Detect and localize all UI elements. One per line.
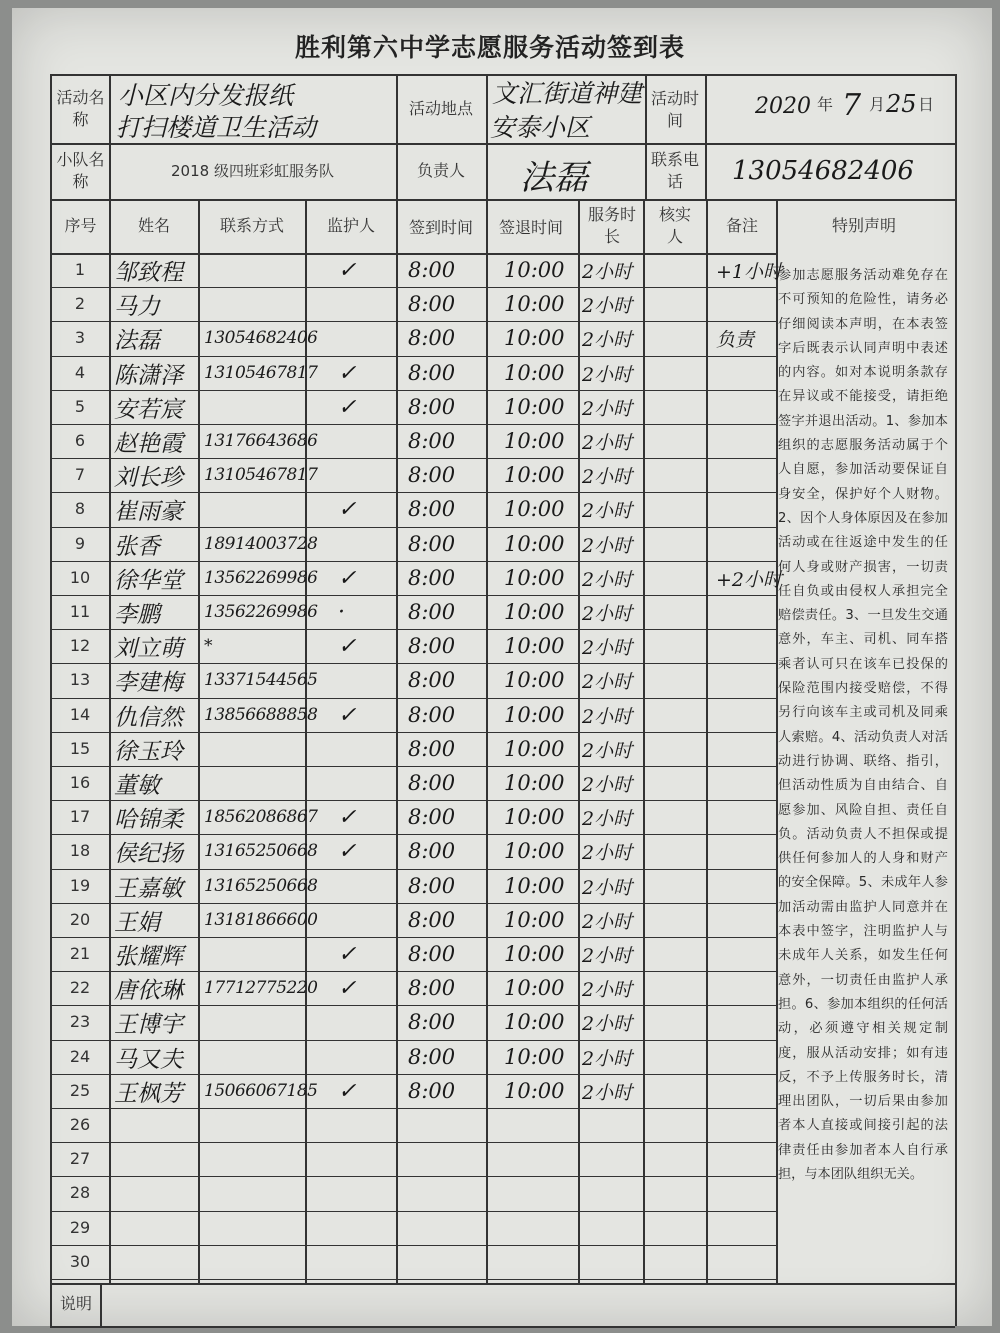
row-name: 王嘉敏 [114, 875, 183, 902]
row-duration: 2小时 [582, 1047, 633, 1070]
row-duration: 2小时 [582, 944, 633, 967]
row-guardian-check [338, 1040, 378, 1074]
row-sign-in: 8:00 [408, 737, 456, 761]
row-duration: 2小时 [582, 1012, 633, 1035]
row-name: 马又夫 [114, 1046, 183, 1073]
label-activity-place: 活动地点 [408, 99, 473, 118]
row-number: 16 [69, 773, 91, 792]
row-number: 26 [69, 1115, 91, 1134]
row-sign-in: 8:00 [408, 805, 456, 829]
row-guardian-check: ✓ [338, 941, 357, 967]
activity-name-line1: 小区内分发报纸 [118, 81, 294, 110]
row-remarks [716, 1005, 780, 1039]
row-sign-in: 8:00 [408, 395, 456, 419]
row-contact: 13181866600 [204, 910, 318, 930]
row-name [114, 1245, 198, 1279]
row-contact [204, 1108, 316, 1142]
date-day: 25 [886, 90, 917, 118]
row-name: 李建梅 [114, 669, 183, 696]
row-sign-in: 8:00 [408, 600, 456, 624]
row-name: 王博宇 [114, 1011, 183, 1038]
row-sign-out [504, 1142, 578, 1176]
row-contact: 17712775220 [204, 978, 318, 998]
row-remarks [716, 698, 780, 732]
row-sign-out: 10:00 [504, 497, 565, 521]
row-number: 6 [74, 431, 86, 450]
row-name: 张香 [114, 533, 160, 560]
row-guardian-check [338, 1245, 378, 1279]
row-guardian-check [338, 766, 378, 800]
row-remarks: 负责 [716, 328, 755, 351]
row-sign-in: 8:00 [408, 908, 456, 932]
row-guardian-check [338, 527, 378, 561]
row-number: 29 [69, 1218, 91, 1237]
row-name: 哈锦柔 [114, 806, 183, 833]
row-number: 20 [69, 910, 91, 929]
row-sign-out [504, 1108, 578, 1142]
row-duration: 2小时 [582, 1081, 633, 1104]
row-contact [204, 766, 316, 800]
row-contact [204, 492, 316, 526]
row-contact [204, 1176, 316, 1210]
row-duration: 2小时 [582, 328, 633, 351]
row-contact: 18914003728 [204, 534, 318, 554]
row-guardian-check [338, 321, 378, 355]
row-remarks [716, 834, 780, 868]
row-name: 安若宸 [114, 396, 183, 423]
row-number: 13 [69, 670, 91, 689]
row-number: 19 [69, 876, 91, 895]
row-contact: 13165250668 [204, 841, 318, 861]
row-guardian-check: ✓ [338, 360, 357, 386]
row-guardian-check: · [338, 599, 345, 625]
row-number: 3 [74, 328, 86, 347]
row-sign-in: 8:00 [408, 292, 456, 316]
row-sign-in: 8:00 [408, 771, 456, 795]
row-guardian-check [338, 1176, 378, 1210]
row-name [114, 1142, 198, 1176]
row-number: 4 [74, 363, 86, 382]
row-number: 17 [69, 807, 91, 826]
row-duration: 2小时 [582, 910, 633, 933]
row-duration: 2小时 [582, 568, 633, 591]
row-contact: 13371544565 [204, 670, 318, 690]
row-sign-in: 8:00 [408, 1079, 456, 1103]
label-activity-name: 活动名称 [56, 88, 105, 129]
row-duration: 2小时 [582, 465, 633, 488]
row-contact: 15066067185 [204, 1081, 318, 1101]
row-guardian-check: ✓ [338, 975, 357, 1001]
row-number: 1 [74, 260, 86, 279]
row-contact [204, 287, 316, 321]
row-sign-in: 8:00 [408, 566, 456, 590]
row-number: 10 [69, 568, 91, 587]
row-contact [204, 937, 316, 971]
row-sign-in [408, 1211, 486, 1245]
row-guardian-check [338, 458, 378, 492]
row-remarks [716, 629, 780, 663]
row-sign-out: 10:00 [504, 258, 565, 282]
row-sign-out [504, 1211, 578, 1245]
col-header-no: 序号 [64, 216, 97, 235]
label-person-in-charge: 负责人 [416, 161, 465, 180]
row-remarks [716, 424, 780, 458]
row-name: 侯纪扬 [114, 840, 183, 867]
row-name: 张耀辉 [114, 943, 183, 970]
row-name: 王枫芳 [114, 1080, 183, 1107]
row-number: 7 [74, 465, 86, 484]
row-remarks [716, 869, 780, 903]
row-sign-out: 10:00 [504, 292, 565, 316]
row-sign-in: 8:00 [408, 1045, 456, 1069]
row-name: 王娟 [114, 909, 160, 936]
special-declaration-text: 参加志愿服务活动难免存在不可预知的危险性，请务必仔细阅读本声明，在本表签字后既表示认同声明中表述的内容。如对本说明条款存在异议或不能接受，请拒绝签字并退出活动。1、参加本组织的志愿服务活动属于个人自愿，参加活动要保证自身安全，保护好个人财物。2、因个人身体原因及在参加活动或在往返途中发生的任何人身或财产损害，一切责任自负或由侵权人承担完全赔偿责任。3、一旦发生交通意外，车主、司机、同车搭乘者认可只在该车已投保的保险范围内接受赔偿，不得另行向该车主或司机及同乘人索赔。4、活动负责人对活动进行协调、联络、指引，但活动性质为自由结合、自愿参加、风险自担、责任自负。活动负责人不担保或提供任何参加人的人身和财产的安全保障。5、未成年人参加活动需由监护人同意并在本表中签字，注明监护人与未成年人关系，如发生任何意外，一切责任由监护人承担。6、参加本组织的任何活动，必须遵守相关规定制度，服从活动安排；如有违反，不予上传服务时长，清理出团队，一切后果由参加者本人直接或间接引起的法律责任由参加者本人自行承担，与本团队组织无关。 [778, 268, 948, 1182]
row-sign-out: 10:00 [504, 976, 565, 1000]
row-duration: 2小时 [582, 807, 633, 830]
row-remarks [716, 287, 780, 321]
activity-name-line2: 打扫楼道卫生活动 [116, 113, 317, 142]
col-header-remarks: 备注 [725, 216, 758, 235]
row-duration: 2小时 [582, 876, 633, 899]
row-contact: 13562269986 [204, 568, 318, 588]
row-name: 崔雨豪 [114, 498, 183, 525]
row-number: 12 [69, 636, 91, 655]
row-duration: 2小时 [582, 431, 633, 454]
row-duration [582, 1142, 644, 1176]
row-duration: 2小时 [582, 294, 633, 317]
row-duration: 2小时 [582, 739, 633, 762]
row-guardian-check [338, 869, 378, 903]
row-sign-in: 8:00 [408, 532, 456, 556]
row-duration [582, 1245, 644, 1279]
row-guardian-check: ✓ [338, 702, 357, 728]
row-guardian-check [338, 663, 378, 697]
row-duration: 2小时 [582, 499, 633, 522]
row-number: 15 [69, 739, 91, 758]
row-duration: 2小时 [582, 363, 633, 386]
col-header-sign-in: 签到时间 [408, 218, 473, 237]
row-remarks [716, 1142, 780, 1176]
row-sign-in: 8:00 [408, 839, 456, 863]
row-guardian-check: ✓ [338, 838, 357, 864]
row-name: 陈潇泽 [114, 362, 183, 389]
row-remarks [716, 971, 780, 1005]
row-sign-out: 10:00 [504, 737, 565, 761]
row-remarks [716, 732, 780, 766]
row-remarks [716, 1108, 780, 1142]
row-contact: 18562086867 [204, 807, 318, 827]
row-remarks [716, 903, 780, 937]
row-contact [204, 1211, 316, 1245]
row-number: 18 [69, 841, 91, 860]
row-sign-out: 10:00 [504, 634, 565, 658]
row-sign-in: 8:00 [408, 668, 456, 692]
row-sign-out: 10:00 [504, 668, 565, 692]
date-year-unit: 年 [816, 95, 833, 114]
row-duration: 2小时 [582, 773, 633, 796]
activity-place-line1: 文汇街道神建 [492, 79, 643, 108]
row-remarks [716, 937, 780, 971]
row-duration: 2小时 [582, 705, 633, 728]
row-sign-out: 10:00 [504, 463, 565, 487]
row-sign-out: 10:00 [504, 839, 565, 863]
row-guardian-check: ✓ [338, 1078, 357, 1104]
row-guardian-check [338, 1108, 378, 1142]
row-duration: 2小时 [582, 978, 633, 1001]
row-duration: 2小时 [582, 534, 633, 557]
row-number: 28 [69, 1183, 91, 1202]
row-number: 21 [69, 944, 91, 963]
row-name: 邹致程 [114, 259, 183, 286]
row-remarks [716, 527, 780, 561]
row-sign-in: 8:00 [408, 463, 456, 487]
row-sign-out [504, 1176, 578, 1210]
row-name: 徐玉玲 [114, 738, 183, 765]
row-sign-in [408, 1176, 486, 1210]
row-number: 14 [69, 705, 91, 724]
col-header-contact: 联系方式 [219, 216, 284, 235]
row-remarks [716, 356, 780, 390]
row-duration: 2小时 [582, 841, 633, 864]
row-guardian-check: ✓ [338, 496, 357, 522]
row-remarks [716, 800, 780, 834]
row-sign-out: 10:00 [504, 771, 565, 795]
row-name: 法磊 [114, 327, 160, 354]
row-guardian-check [338, 903, 378, 937]
row-sign-in: 8:00 [408, 976, 456, 1000]
row-contact [204, 1005, 316, 1039]
row-duration: 2小时 [582, 636, 633, 659]
row-number: 11 [69, 602, 91, 621]
row-duration [582, 1176, 644, 1210]
row-name [114, 1176, 198, 1210]
row-name: 赵艳霞 [114, 430, 183, 457]
row-sign-in [408, 1142, 486, 1176]
row-sign-out: 10:00 [504, 908, 565, 932]
row-remarks [716, 492, 780, 526]
row-remarks [716, 595, 780, 629]
row-remarks [716, 1040, 780, 1074]
row-name: 李鹏 [114, 601, 160, 628]
activity-place-line2: 安泰小区 [490, 113, 591, 142]
row-sign-out: 10:00 [504, 326, 565, 350]
row-contact: 13105467817 [204, 363, 318, 383]
row-name: 刘立萌 [114, 635, 183, 662]
row-sign-in: 8:00 [408, 634, 456, 658]
row-contact: * [204, 636, 212, 656]
row-guardian-check [338, 424, 378, 458]
label-activity-time: 活动时间 [650, 89, 699, 130]
row-contact [204, 253, 316, 287]
row-sign-in [408, 1245, 486, 1279]
date-month-unit: 月 [868, 95, 885, 114]
row-guardian-check: ✓ [338, 565, 357, 591]
row-guardian-check: ✓ [338, 257, 357, 283]
row-contact: 13562269986 [204, 602, 318, 622]
row-remarks: +2小时 [716, 568, 783, 591]
row-sign-out: 10:00 [504, 429, 565, 453]
row-name: 仇信然 [114, 704, 183, 731]
row-guardian-check: ✓ [338, 394, 357, 420]
row-remarks [716, 1074, 780, 1108]
col-header-declaration: 特别声明 [831, 216, 896, 235]
row-name: 唐依琳 [114, 977, 183, 1004]
row-guardian-check [338, 287, 378, 321]
row-guardian-check [338, 732, 378, 766]
row-duration: 2小时 [582, 602, 633, 625]
date-day-unit: 日 [917, 95, 934, 114]
row-sign-out: 10:00 [504, 1010, 565, 1034]
row-sign-out: 10:00 [504, 1045, 565, 1069]
date-month: 7 [842, 88, 862, 123]
col-header-sign-out: 签退时间 [498, 218, 563, 237]
row-remarks [716, 390, 780, 424]
row-number: 9 [74, 534, 86, 553]
row-duration: 2小时 [582, 260, 633, 283]
row-contact: 13165250668 [204, 876, 318, 896]
row-guardian-check [338, 1211, 378, 1245]
date-year: 2020 [755, 94, 811, 119]
form-title: 胜利第六中学志愿服务活动签到表 [294, 33, 685, 62]
row-number: 22 [69, 978, 91, 997]
row-sign-out: 10:00 [504, 942, 565, 966]
row-number: 24 [69, 1047, 91, 1066]
row-sign-out: 10:00 [504, 395, 565, 419]
row-name: 刘长珍 [114, 464, 183, 491]
row-number: 27 [69, 1149, 91, 1168]
row-sign-out: 10:00 [504, 600, 565, 624]
row-sign-in: 8:00 [408, 429, 456, 453]
row-number: 5 [74, 397, 86, 416]
col-header-verifier: 核实人 [658, 205, 691, 246]
row-sign-in: 8:00 [408, 497, 456, 521]
row-sign-out: 10:00 [504, 566, 565, 590]
row-sign-in: 8:00 [408, 361, 456, 385]
label-contact-phone: 联系电话 [650, 150, 699, 191]
row-contact [204, 1245, 316, 1279]
row-guardian-check [338, 1005, 378, 1039]
row-name [114, 1108, 198, 1142]
row-name [114, 1211, 198, 1245]
col-header-name: 姓名 [137, 216, 170, 235]
row-number: 2 [74, 294, 86, 313]
row-contact [204, 390, 316, 424]
row-contact [204, 1040, 316, 1074]
row-duration: 2小时 [582, 397, 633, 420]
row-sign-out: 10:00 [504, 703, 565, 727]
row-remarks: +1小时 [716, 260, 783, 283]
row-sign-in: 8:00 [408, 703, 456, 727]
row-sign-out: 10:00 [504, 874, 565, 898]
row-contact: 13856688858 [204, 705, 318, 725]
row-sign-out [504, 1245, 578, 1279]
row-remarks [716, 1245, 780, 1279]
row-duration [582, 1211, 644, 1245]
row-contact: 13054682406 [204, 328, 318, 348]
row-number: 30 [69, 1252, 91, 1271]
row-remarks [716, 766, 780, 800]
row-sign-out: 10:00 [504, 532, 565, 556]
row-sign-out: 10:00 [504, 1079, 565, 1103]
row-contact [204, 732, 316, 766]
row-sign-in: 8:00 [408, 874, 456, 898]
row-sign-in [408, 1108, 486, 1142]
row-duration: 2小时 [582, 670, 633, 693]
row-number: 23 [69, 1012, 91, 1031]
row-guardian-check: ✓ [338, 804, 357, 830]
row-sign-in: 8:00 [408, 258, 456, 282]
contact-phone-value: 13054682406 [732, 156, 914, 186]
row-remarks [716, 1176, 780, 1210]
row-sign-in: 8:00 [408, 942, 456, 966]
row-name: 董敏 [114, 772, 160, 799]
row-remarks [716, 663, 780, 697]
row-sign-out: 10:00 [504, 805, 565, 829]
row-guardian-check [338, 1142, 378, 1176]
row-contact: 13176643686 [204, 431, 318, 451]
row-name: 马力 [114, 293, 160, 320]
row-name: 徐华堂 [114, 567, 183, 594]
row-remarks [716, 458, 780, 492]
row-number: 8 [74, 499, 86, 518]
row-duration [582, 1108, 644, 1142]
col-header-guardian: 监护人 [326, 216, 375, 235]
row-sign-out: 10:00 [504, 361, 565, 385]
row-contact: 13105467817 [204, 465, 318, 485]
row-sign-in: 8:00 [408, 1010, 456, 1034]
row-sign-in: 8:00 [408, 326, 456, 350]
person-in-charge-value: 法磊 [520, 158, 588, 198]
row-contact [204, 1142, 316, 1176]
row-guardian-check: ✓ [338, 633, 357, 659]
label-team-name: 小队名称 [56, 150, 105, 191]
row-remarks [716, 1211, 780, 1245]
footer-label: 说明 [59, 1294, 92, 1313]
team-name-value: 2018 级四班彩虹服务队 [171, 162, 334, 180]
col-header-duration: 服务时长 [587, 205, 636, 246]
row-number: 25 [69, 1081, 91, 1100]
